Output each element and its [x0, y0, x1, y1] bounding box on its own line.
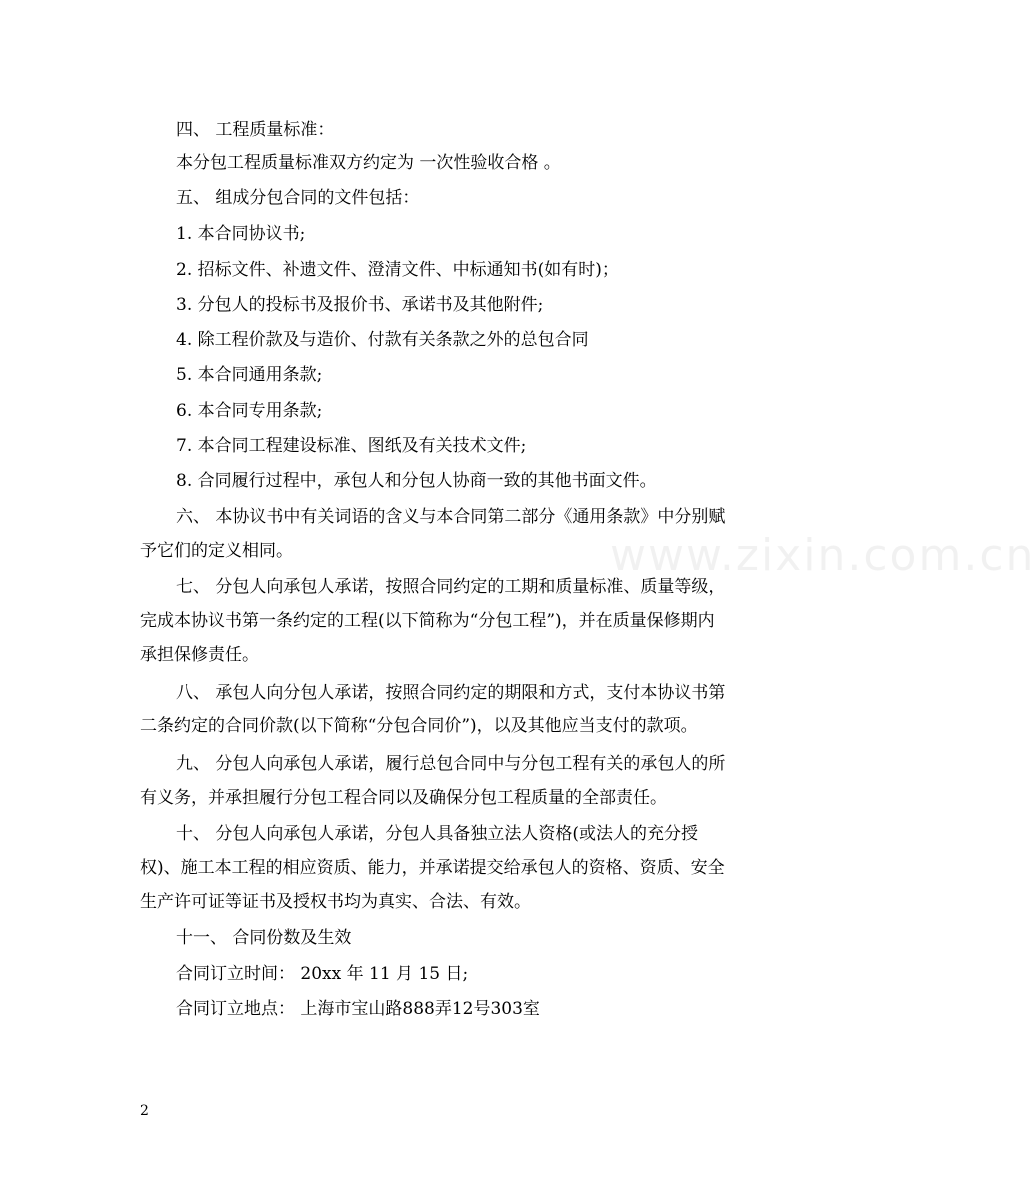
section-7-text: 七、 分包人向承包人承诺，按照合同约定的工期和质量标准、质量等级，: [176, 577, 726, 597]
list-item: 8. 合同履行过程中，承包人和分包人协商一致的其他书面文件。: [176, 471, 657, 491]
list-item: 6. 本合同专用条款;: [176, 401, 323, 421]
section-7-text: 完成本协议书第一条约定的工程(以下简称为“分包工程”)，并在质量保修期内: [140, 611, 715, 631]
contract-location: 合同订立地点： 上海市宝山路888弄12号303室: [176, 999, 540, 1019]
section-5-heading: 五、 组成分包合同的文件包括：: [176, 188, 420, 208]
section-11-heading: 十一、 合同份数及生效: [176, 928, 352, 948]
list-item: 4. 除工程价款及与造价、付款有关条款之外的总包合同: [176, 330, 589, 350]
section-9-text: 九、 分包人向承包人承诺，履行总包合同中与分包工程有关的承包人的所: [176, 754, 726, 774]
section-4-body: 本分包工程质量标准双方约定为 一次性验收合格 。: [176, 153, 561, 173]
section-7-text: 承担保修责任。: [140, 645, 259, 665]
list-item: 5. 本合同通用条款;: [176, 365, 323, 385]
contract-date: 合同订立时间： 20xx 年 11 月 15 日;: [176, 964, 469, 984]
watermark: www.zixin.com.cn: [610, 530, 1035, 581]
list-item: 3. 分包人的投标书及报价书、承诺书及其他附件;: [176, 295, 544, 315]
list-item: 7. 本合同工程建设标准、图纸及有关技术文件;: [176, 436, 527, 456]
section-9-text: 有义务，并承担履行分包工程合同以及确保分包工程质量的全部责任。: [140, 788, 667, 808]
section-8-text: 二条约定的合同价款(以下简称“分包合同价”)，以及其他应当支付的款项。: [140, 716, 698, 736]
section-8-text: 八、 承包人向分包人承诺，按照合同约定的期限和方式，支付本协议书第: [176, 683, 726, 703]
section-4-heading: 四、 工程质量标准：: [176, 120, 335, 140]
section-10-text: 十、 分包人向承包人承诺，分包人具备独立法人资格(或法人的充分授: [176, 824, 699, 844]
list-item: 1. 本合同协议书;: [176, 224, 306, 244]
section-10-text: 生产许可证等证书及授权书均为真实、合法、有效。: [140, 892, 531, 912]
list-item: 2. 招标文件、补遗文件、澄清文件、中标通知书(如有时)；: [176, 260, 619, 280]
section-10-text: 权)、施工本工程的相应资质、能力，并承诺提交给承包人的资格、资质、安全: [140, 858, 725, 878]
section-6-text: 予它们的定义相同。: [140, 541, 293, 561]
page-number: 2: [140, 1103, 149, 1119]
section-6-text: 六、 本协议书中有关词语的含义与本合同第二部分《通用条款》中分别赋: [176, 507, 726, 527]
